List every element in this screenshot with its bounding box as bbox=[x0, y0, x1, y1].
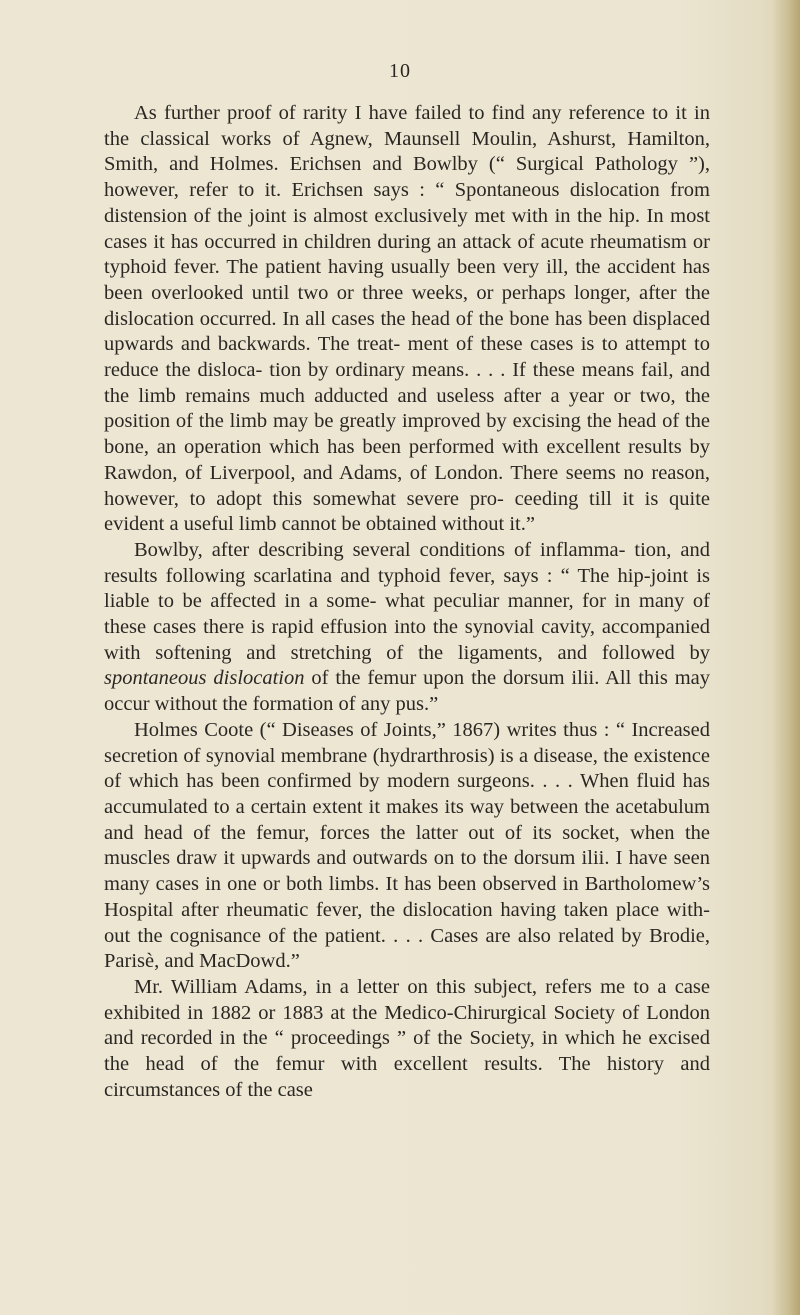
body-text bbox=[104, 101, 710, 1103]
paragraph-bowlby-text-end: of the femur upon the dorsum ilii. All this may occur without the formation of any pus.” bbox=[104, 667, 711, 716]
paragraph-holmes-coote: Holmes Coote (“ Diseases of Joints,” 1867) writes thus : “ Increased secretion of synovial membrane (hydrarthrosis) is a disease, the existence of which has been confirmed by modern surgeons. . . . When fluid has accumulated to a certain extent it makes its way between the acetabulum and head of the femur, forces the latter out of its socket, when the muscles draw it upwards and outwards on to the dorsum ilii. I have seen many cases in one or both limbs. It has been observed in Bartholomew’s Hospital after rheumatic fever, the dislocation having taken place with- out the cognisance of the patient. . . . Cases are also related by Brodie, Parisè, and MacDowd.” bbox=[104, 718, 710, 973]
page-edge-shadow bbox=[772, 0, 800, 1315]
paragraph-bowlby-text: Bowlby, after describing several conditions of inflamma- tion, and results following scarlatina and typhoid fever, says : “ The hip-joint is liable to be affected in a some- what peculiar manner, for in many of these cases there is rapid effusion into the synovial cavity, accompanied with softening and stretching of the ligaments, and followed by bbox=[104, 538, 710, 664]
italic-spontaneous-dislocation: spontaneous dislocation bbox=[104, 667, 305, 690]
paragraph-rarity-erichsen: As further proof of rarity I have failed to find any reference to it in the classical works of Agnew, Maunsell Moulin, Ashurst, Hamilton, Smith, and Holmes. Erichsen and Bowlby (“ Surgical Pathology ”), however, refer to it. Erichsen says : “ Spontaneous dislocation from distension of the joint is almost exclusively met with in the hip. In most cases it has occurred in children during an attack of acute rheumatism or typhoid fever. The patient having usually been very ill, the accident has been overlooked until two or three weeks, or perhaps longer, after the dislocation occurred. In all cases the head of the bone has been displaced upwards and backwards. The treat- ment of these cases is to attempt to reduce the disloca- tion by ordinary means. . . . If these means fail, and the limb remains much adducted and useless after a year or two, the position of the limb may be greatly improved by excising the head of the bone, an operation which has been performed with excellent results by Rawdon, of Liverpool, and Adams, of London. There seems no reason, however, to adopt this somewhat severe pro- ceeding till it is quite evident a useful limb cannot be obtained without it.” bbox=[104, 102, 710, 536]
paragraph-william-adams: Mr. William Adams, in a letter on this subject, refers me to a case exhibited in 1882 or 1883 at the Medico-Chirurgical Society of London and recorded in the “ proceedings ” of the Society, in which he excised the head of the femur with excellent results. The history and circumstances of the case bbox=[104, 975, 710, 1101]
page-number: 10 bbox=[389, 60, 411, 82]
paragraph-bowlby bbox=[104, 538, 710, 718]
